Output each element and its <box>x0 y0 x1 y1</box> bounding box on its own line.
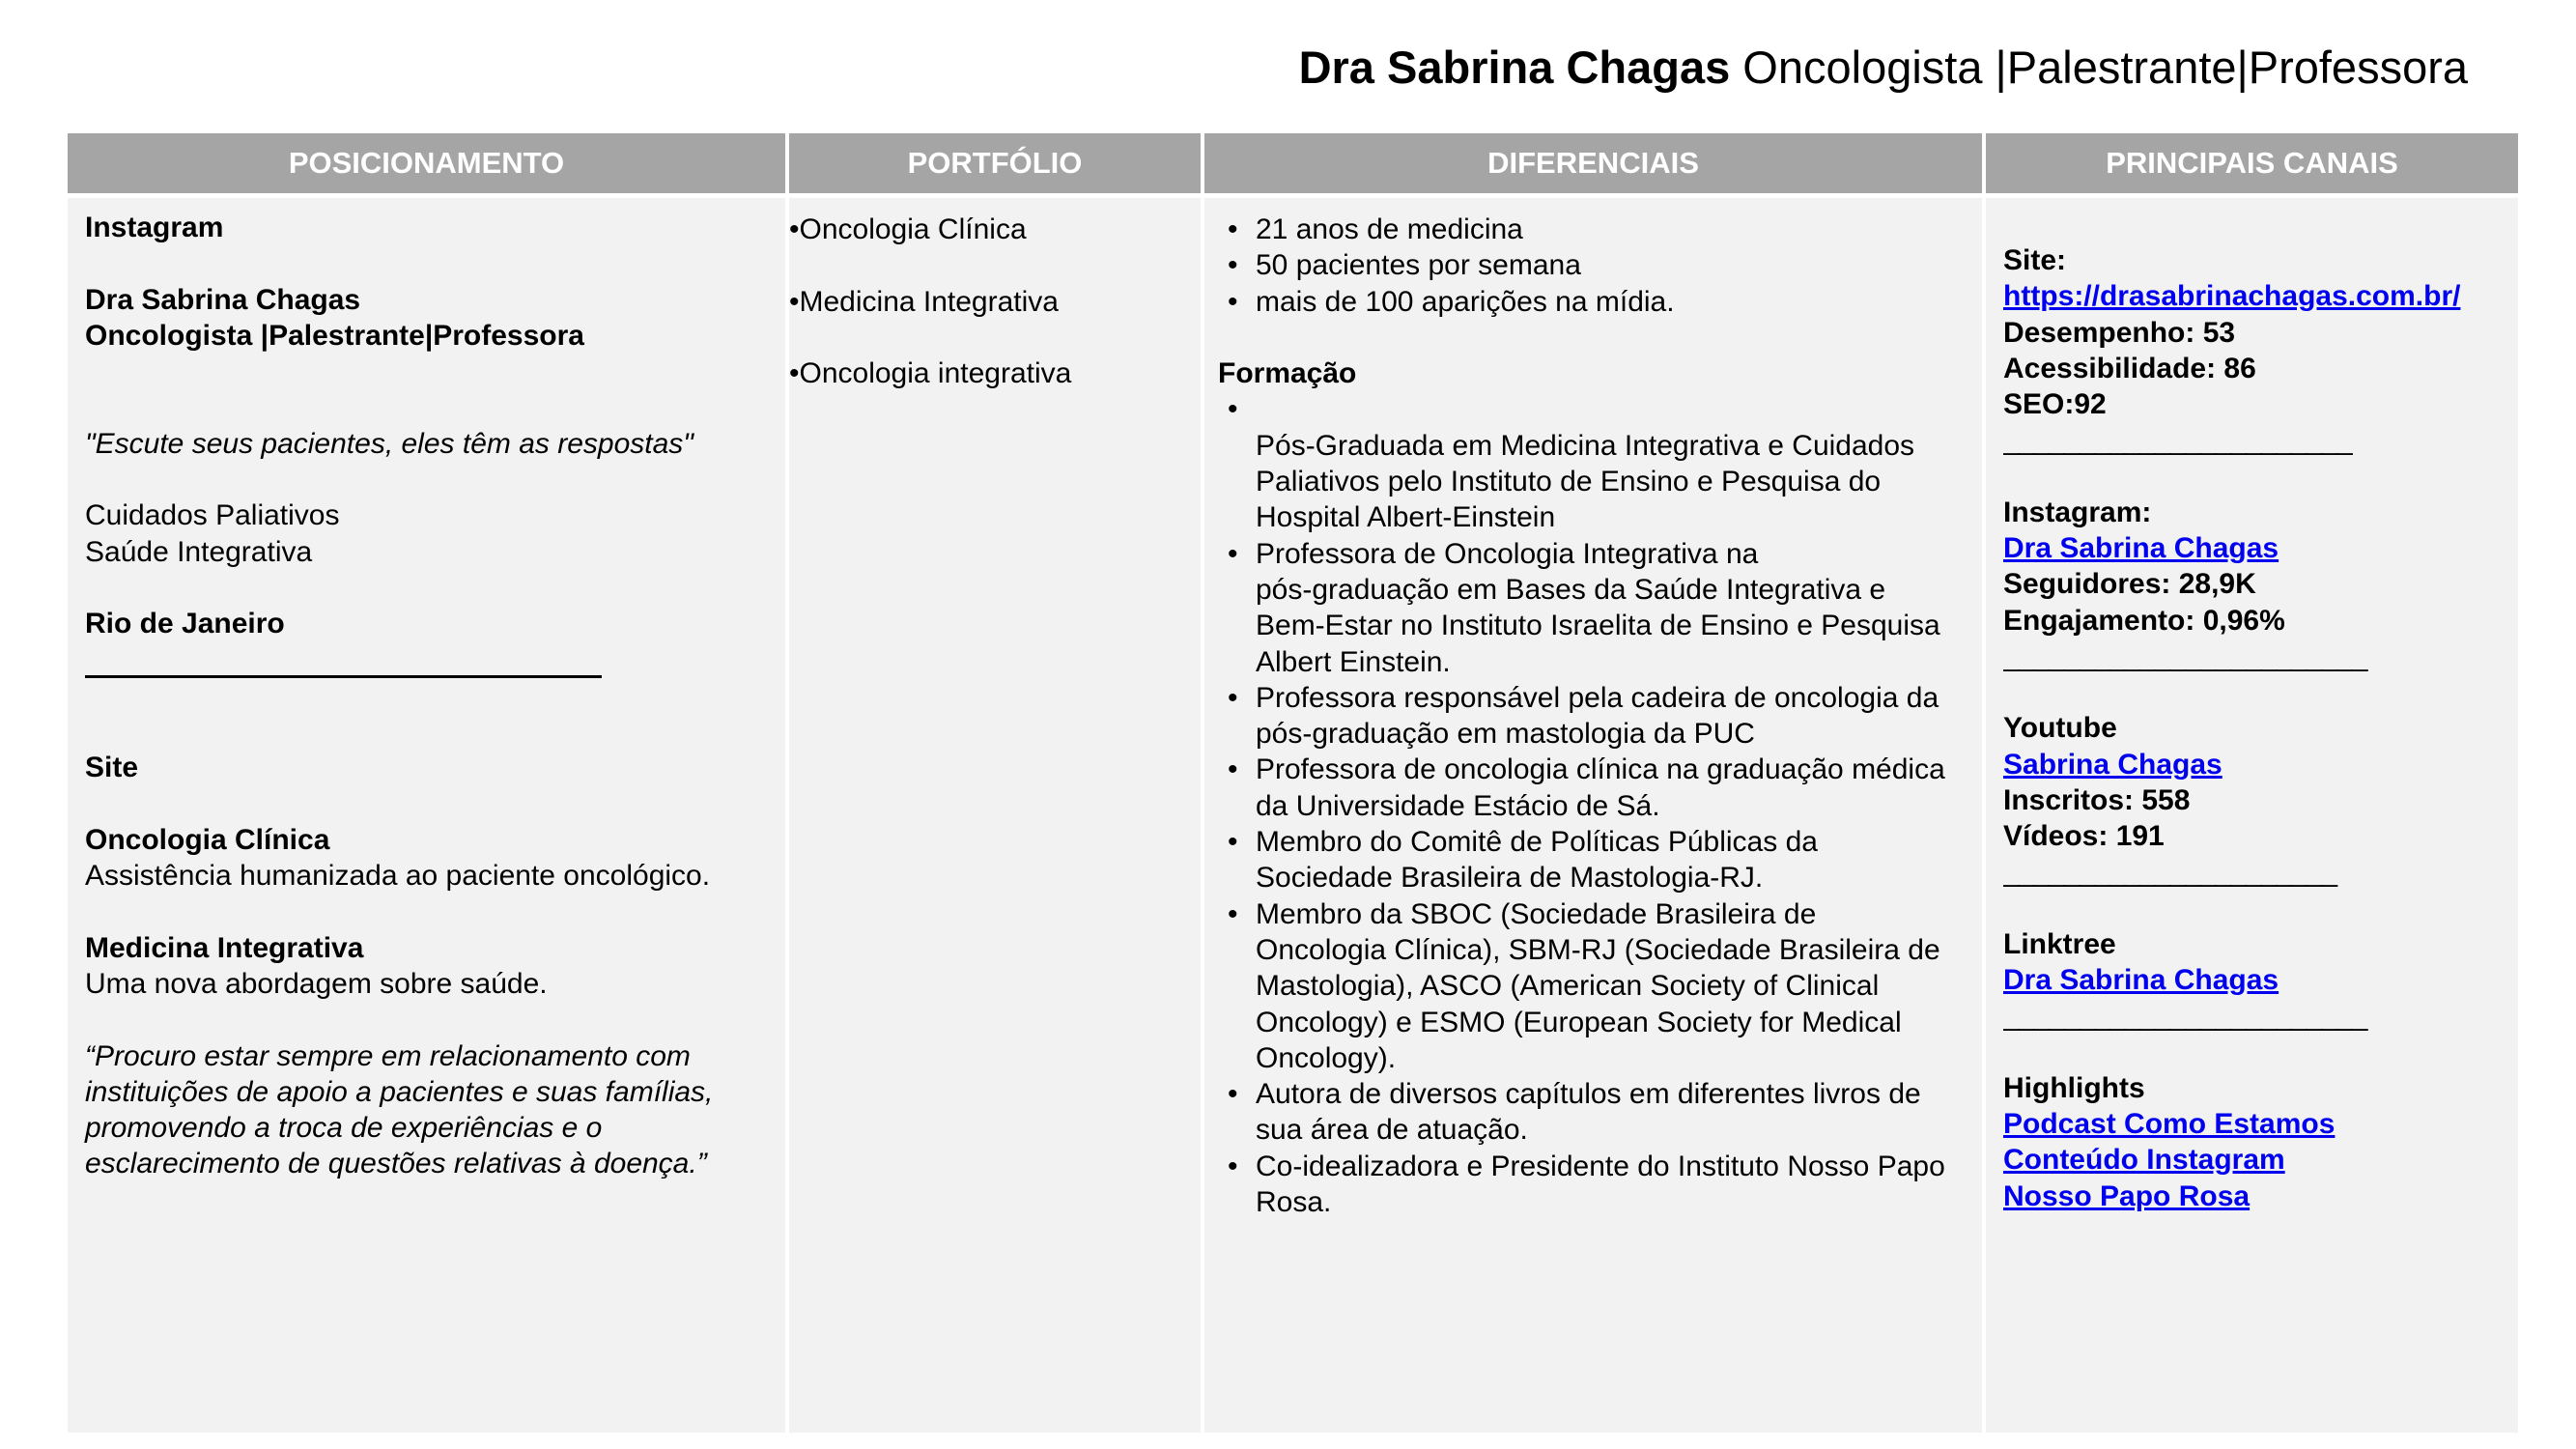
formacao-line: • Membro da SBOC (Sociedade Brasileira de <box>1256 897 1817 930</box>
inscritos: Inscritos: 558 <box>2003 783 2191 816</box>
divider: ________________________ <box>2003 1000 2367 1033</box>
portfolio-item: •Medicina Integrativa <box>789 285 1059 318</box>
title-name: Dra Sabrina Chagas <box>1298 42 1731 93</box>
header-diferenciais: DIFERENCIAIS <box>1204 133 1982 193</box>
formacao-line: • Autora de diversos capítulos em diferentes livros de <box>1256 1078 1921 1111</box>
youtube-link[interactable]: Sabrina Chagas <box>2003 748 2222 781</box>
site-label: Site: <box>2003 244 2067 276</box>
formacao-line: pós-graduação em Bases da Saúde Integrativa e <box>1256 573 1886 606</box>
site-link[interactable]: https://drasabrinachagas.com.br/ <box>2003 280 2461 313</box>
formacao-line: • Co-idealizadora e Presidente do Instituto Nosso Papo <box>1256 1150 1945 1182</box>
canais-cell <box>1986 198 2518 1433</box>
formacao-item <box>1218 824 1965 896</box>
portfolio-item: •Oncologia integrativa <box>789 357 1072 390</box>
formacao-item <box>1218 896 1965 1076</box>
videos: Vídeos: 191 <box>2003 820 2165 853</box>
formacao-item <box>1218 752 1965 824</box>
divider <box>85 642 602 678</box>
linktree-link[interactable]: Dra Sabrina Chagas <box>2003 964 2279 997</box>
topic-saude-integrativa: Saúde Integrativa <box>85 535 313 568</box>
stat-item: • 21 anos de medicina <box>1218 212 1965 247</box>
page-title <box>1299 41 2468 95</box>
site-heading: Site <box>85 752 139 784</box>
header-principais-canais: PRINCIPAIS CANAIS <box>1986 133 2518 193</box>
instagram-link[interactable]: Dra Sabrina Chagas <box>2003 532 2279 565</box>
formacao-line: pós-graduação em mastologia da PUC <box>1256 718 1755 751</box>
formacao-line: Hospital Albert-Einstein <box>1256 501 1556 534</box>
divider: ______________________ <box>2003 856 2337 889</box>
profile-name: Dra Sabrina Chagas <box>85 283 361 316</box>
header-posicionamento: POSICIONAMENTO <box>68 133 785 193</box>
formacao-line: • Professora de oncologia clínica na graduação médica <box>1256 753 1945 786</box>
desempenho: Desempenho: 53 <box>2003 316 2236 349</box>
stat-item: • mais de 100 aparições na mídia. <box>1218 284 1965 320</box>
seo: SEO:92 <box>2003 388 2107 421</box>
divider: ________________________ <box>2003 639 2367 672</box>
formacao-line: Sociedade Brasileira de Mastologia-RJ. <box>1256 862 1764 895</box>
closing-quote-line: “Procuro estar sempre em relacionamento com <box>85 1039 691 1072</box>
highlights-label: Highlights <box>2003 1071 2145 1104</box>
highlight-link-podcast[interactable]: Podcast Como Estamos <box>2003 1107 2335 1140</box>
location: Rio de Janeiro <box>85 608 285 640</box>
formacao-line: • Professora de Oncologia Integrativa na <box>1256 537 1759 570</box>
service-text-oncologia: Assistência humanizada ao paciente oncológico. <box>85 860 711 893</box>
instagram-heading: Instagram <box>85 212 224 243</box>
closing-quote-line: esclarecimento de questões relativas à doença.” <box>85 1148 707 1180</box>
instagram-label: Instagram: <box>2003 496 2152 528</box>
portfolio-item: •Oncologia Clínica <box>789 213 1027 245</box>
posicionamento-cell <box>68 198 785 1433</box>
formacao-item <box>1218 536 1965 680</box>
service-title-oncologia: Oncologia Clínica <box>85 823 330 856</box>
engajamento: Engajamento: 0,96% <box>2003 604 2285 637</box>
stat-item: • 50 pacientes por semana <box>1218 247 1965 283</box>
divider: _______________________ <box>2003 424 2352 457</box>
profile-role: Oncologista |Palestrante|Professora <box>85 319 584 352</box>
linktree-label: Linktree <box>2003 927 2116 960</box>
closing-quote <box>85 1038 768 1182</box>
formacao-line: • Professora responsável pela cadeira de oncologia da <box>1256 681 1939 714</box>
youtube-label: Youtube <box>2003 712 2117 745</box>
formacao-line: • Membro do Comitê de Políticas Públicas da <box>1256 826 1818 859</box>
service-text-medicina: Uma nova abordagem sobre saúde. <box>85 967 548 1000</box>
topic-cuidados-paliativos: Cuidados Paliativos <box>85 499 340 532</box>
formacao-line: sua área de atuação. <box>1256 1114 1528 1147</box>
formacao-line: • Pós-Graduada em Medicina Integrativa e Cuidados <box>1256 429 1915 462</box>
closing-quote-line: instituições de apoio a pacientes e suas famílias, <box>85 1075 714 1108</box>
acessibilidade: Acessibilidade: 86 <box>2003 352 2256 384</box>
formacao-line: Bem-Estar no Instituto Israelita de Ensino e Pesquisa <box>1256 610 1940 642</box>
formacao-line: da Universidade Estácio de Sá. <box>1256 789 1660 822</box>
profile-quote: "Escute seus pacientes, eles têm as respostas" <box>85 427 694 460</box>
formacao-item <box>1218 1149 1965 1221</box>
formacao-line: Mastologia), ASCO (American Society of Clinical <box>1256 970 1880 1003</box>
portfolio-cell <box>789 198 1201 1433</box>
service-title-medicina: Medicina Integrativa <box>85 931 364 964</box>
diferenciais-cell <box>1204 198 1982 1433</box>
highlight-link-conteudo[interactable]: Conteúdo Instagram <box>2003 1144 2285 1177</box>
formacao-list <box>1218 391 1965 1220</box>
highlight-link-papo-rosa[interactable]: Nosso Papo Rosa <box>2003 1179 2250 1212</box>
header-portfolio: PORTFÓLIO <box>789 133 1201 193</box>
formacao-item <box>1218 1076 1965 1149</box>
title-subtitle: Oncologista |Palestrante|Professora <box>1730 42 2468 93</box>
seguidores: Seguidores: 28,9K <box>2003 568 2256 601</box>
formacao-line: Oncologia Clínica), SBM-RJ (Sociedade Brasileira de <box>1256 933 1940 966</box>
stats-list <box>1218 212 1965 320</box>
formacao-item <box>1218 391 1965 535</box>
formacao-line: Albert Einstein. <box>1256 645 1451 678</box>
formacao-line: Rosa. <box>1256 1186 1332 1219</box>
formacao-heading: Formação <box>1218 357 1357 390</box>
formacao-line: Oncology) e ESMO (European Society for Medical <box>1256 1006 1902 1038</box>
closing-quote-line: promovendo a troca de experiências e o <box>85 1112 603 1145</box>
formacao-item <box>1218 680 1965 753</box>
formacao-line: Paliativos pelo Instituto de Ensino e Pesquisa do <box>1256 466 1882 498</box>
formacao-line: Oncology). <box>1256 1041 1397 1074</box>
